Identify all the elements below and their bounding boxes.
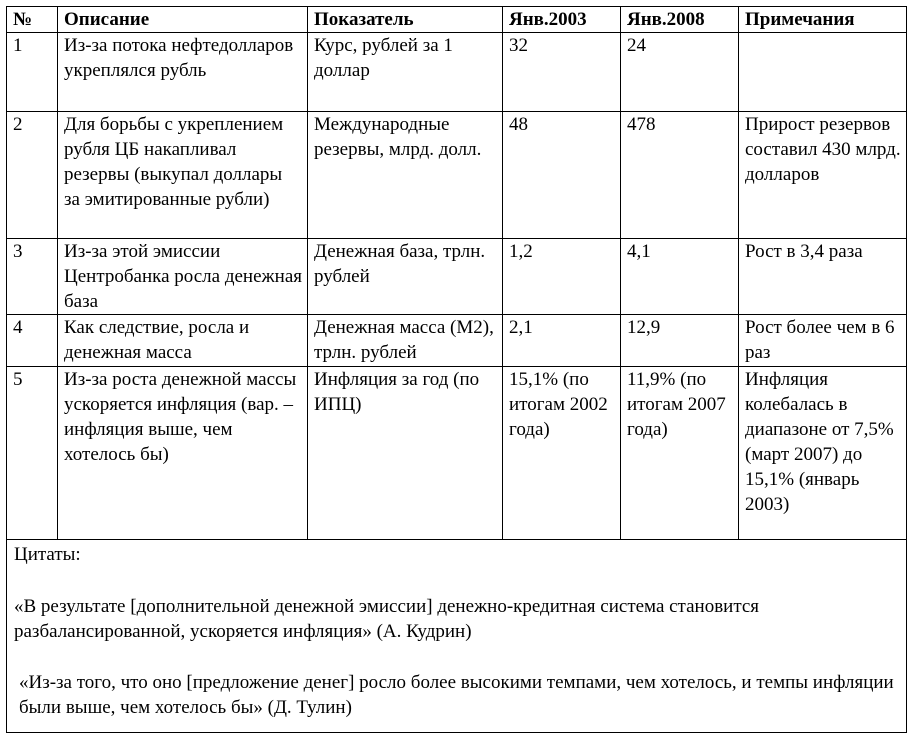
table-row (7, 315, 907, 367)
quotes-heading: Цитаты: (14, 544, 81, 565)
table-row (7, 33, 907, 112)
cell-description: Из-за роста денежной массы ускоряется инфляция (вар. – инфляция выше, чем хотелось бы) (58, 367, 308, 540)
cell-description: Для борьбы с укреплением рубля ЦБ накапливал резервы (выкупал доллары за эмитированные рубли) (58, 112, 308, 239)
cell-notes: Инфляция колебалась в диапазоне от 7,5% (март 2007) до 15,1% (январь 2003) (739, 367, 907, 540)
data-table (6, 6, 907, 733)
table-row (7, 112, 907, 239)
cell-description: Как следствие, росла и денежная масса (58, 315, 308, 367)
cell-jan2003: 32 (503, 33, 621, 112)
cell-jan2008: 12,9 (621, 315, 739, 367)
cell-jan2008: 4,1 (621, 239, 739, 315)
cell-indicator: Денежная база, трлн. рублей (308, 239, 503, 315)
cell-jan2003: 48 (503, 112, 621, 239)
table-header-row (7, 7, 907, 33)
quotes-cell (7, 540, 907, 733)
header-description: Описание (58, 7, 308, 33)
cell-num: 2 (7, 112, 58, 239)
cell-description: Из-за этой эмиссии Центробанка росла денежная база (58, 239, 308, 315)
cell-notes: Рост в 3,4 раза (739, 239, 907, 315)
cell-indicator: Денежная масса (М2), трлн. рублей (308, 315, 503, 367)
header-indicator: Показатель (308, 7, 503, 33)
cell-jan2003: 15,1% (по итогам 2002 года) (503, 367, 621, 540)
cell-jan2008: 478 (621, 112, 739, 239)
cell-num: 5 (7, 367, 58, 540)
cell-notes: Прирост резервов составил 430 млрд. долларов (739, 112, 907, 239)
header-jan2003: Янв.2003 (503, 7, 621, 33)
header-jan2008: Янв.2008 (621, 7, 739, 33)
cell-jan2008: 24 (621, 33, 739, 112)
cell-jan2003: 2,1 (503, 315, 621, 367)
table-row (7, 367, 907, 540)
cell-num: 3 (7, 239, 58, 315)
cell-indicator: Курс, рублей за 1 доллар (308, 33, 503, 112)
cell-indicator: Международные резервы, млрд. долл. (308, 112, 503, 239)
table-row (7, 239, 907, 315)
quote-kudrin: «В результате [дополнительной денежной эмиссии] денежно-кредитная система становится разбалансированной, ускоряется инфляция» (А. Кудрин) (14, 596, 760, 642)
cell-notes (739, 33, 907, 112)
cell-num: 4 (7, 315, 58, 367)
cell-notes: Рост более чем в 6 раз (739, 315, 907, 367)
cell-indicator: Инфляция за год (по ИПЦ) (308, 367, 503, 540)
header-notes: Примечания (739, 7, 907, 33)
cell-num: 1 (7, 33, 58, 112)
cell-description: Из-за потока нефтедолларов укреплялся рубль (58, 33, 308, 112)
cell-jan2003: 1,2 (503, 239, 621, 315)
quote-tulin: «Из-за того, что оно [предложение денег] росло более высокими темпами, чем хотелось, и темпы инфляции были выше, чем хотелось бы» (Д. Тулин) (19, 672, 894, 718)
cell-jan2008: 11,9% (по итогам 2007 года) (621, 367, 739, 540)
header-num: № (7, 7, 58, 33)
quotes-row (7, 540, 907, 733)
